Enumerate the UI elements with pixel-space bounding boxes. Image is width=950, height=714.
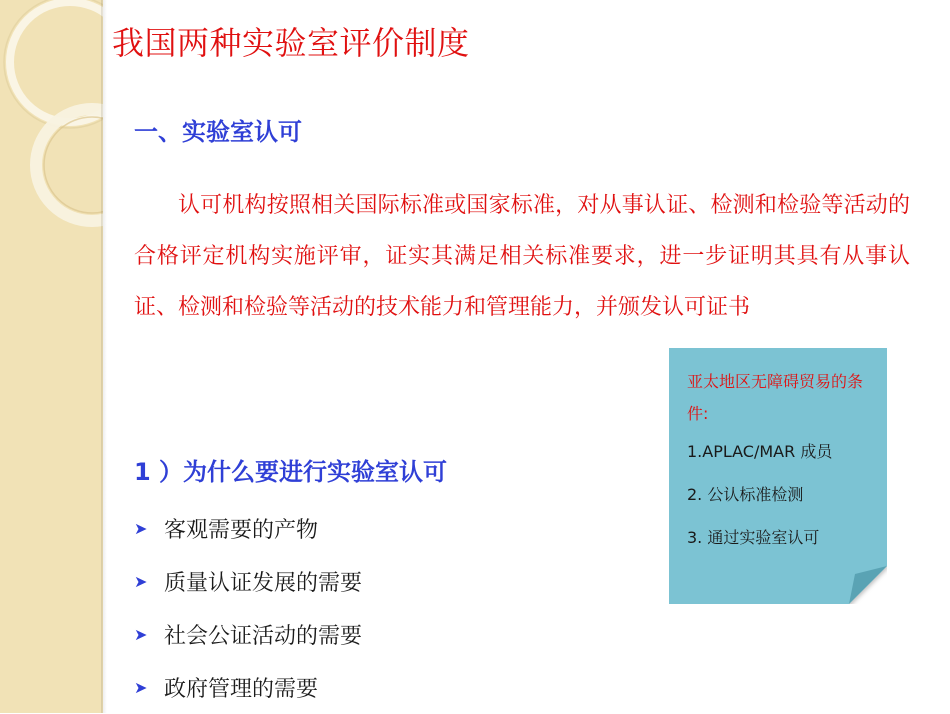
list-item — [134, 608, 362, 661]
band-shadow — [101, 0, 107, 713]
note-title: 亚太地区无障碍贸易的条件: — [687, 372, 864, 423]
arrowhead-bullet-icon: ➤ — [134, 519, 148, 538]
arrowhead-bullet-icon: ➤ — [134, 625, 148, 644]
sticky-note-content — [687, 366, 877, 559]
list-item-text: 政府管理的需要 — [164, 677, 319, 702]
section-heading: 一、实验室认可 — [134, 118, 302, 146]
note-item: 3. 通过实验室认可 — [687, 528, 820, 547]
list-item-text: 客观需要的产物 — [164, 518, 319, 543]
list-item-text: 质量认证发展的需要 — [164, 571, 363, 596]
list-item — [134, 502, 362, 555]
reason-list — [134, 502, 362, 714]
note-item: 1.APLAC/MAR 成员 — [687, 442, 833, 461]
list-item — [134, 555, 362, 608]
sub-heading: 1 ）为什么要进行实验室认可 — [134, 458, 448, 486]
list-item-text: 社会公证活动的需要 — [164, 624, 363, 649]
list-item — [134, 661, 362, 714]
arrowhead-bullet-icon: ➤ — [134, 572, 148, 591]
slide-title: 我国两种实验室评价制度 — [112, 24, 470, 62]
decorative-side-band — [0, 0, 103, 713]
sticky-note — [669, 348, 887, 604]
note-item: 2. 公认标准检测 — [687, 485, 804, 504]
definition-paragraph: 认可机构按照相关国际标准或国家标准，对从事认证、检测和检验等活动的合格评定机构实施评审，证实其满足相关标准要求，进一步证明其具有从事认证、检测和检验等活动的技术能力和管理能力，并颁发认可证书 — [134, 193, 910, 320]
arrowhead-bullet-icon: ➤ — [134, 678, 148, 697]
decorative-circles — [0, 0, 103, 713]
